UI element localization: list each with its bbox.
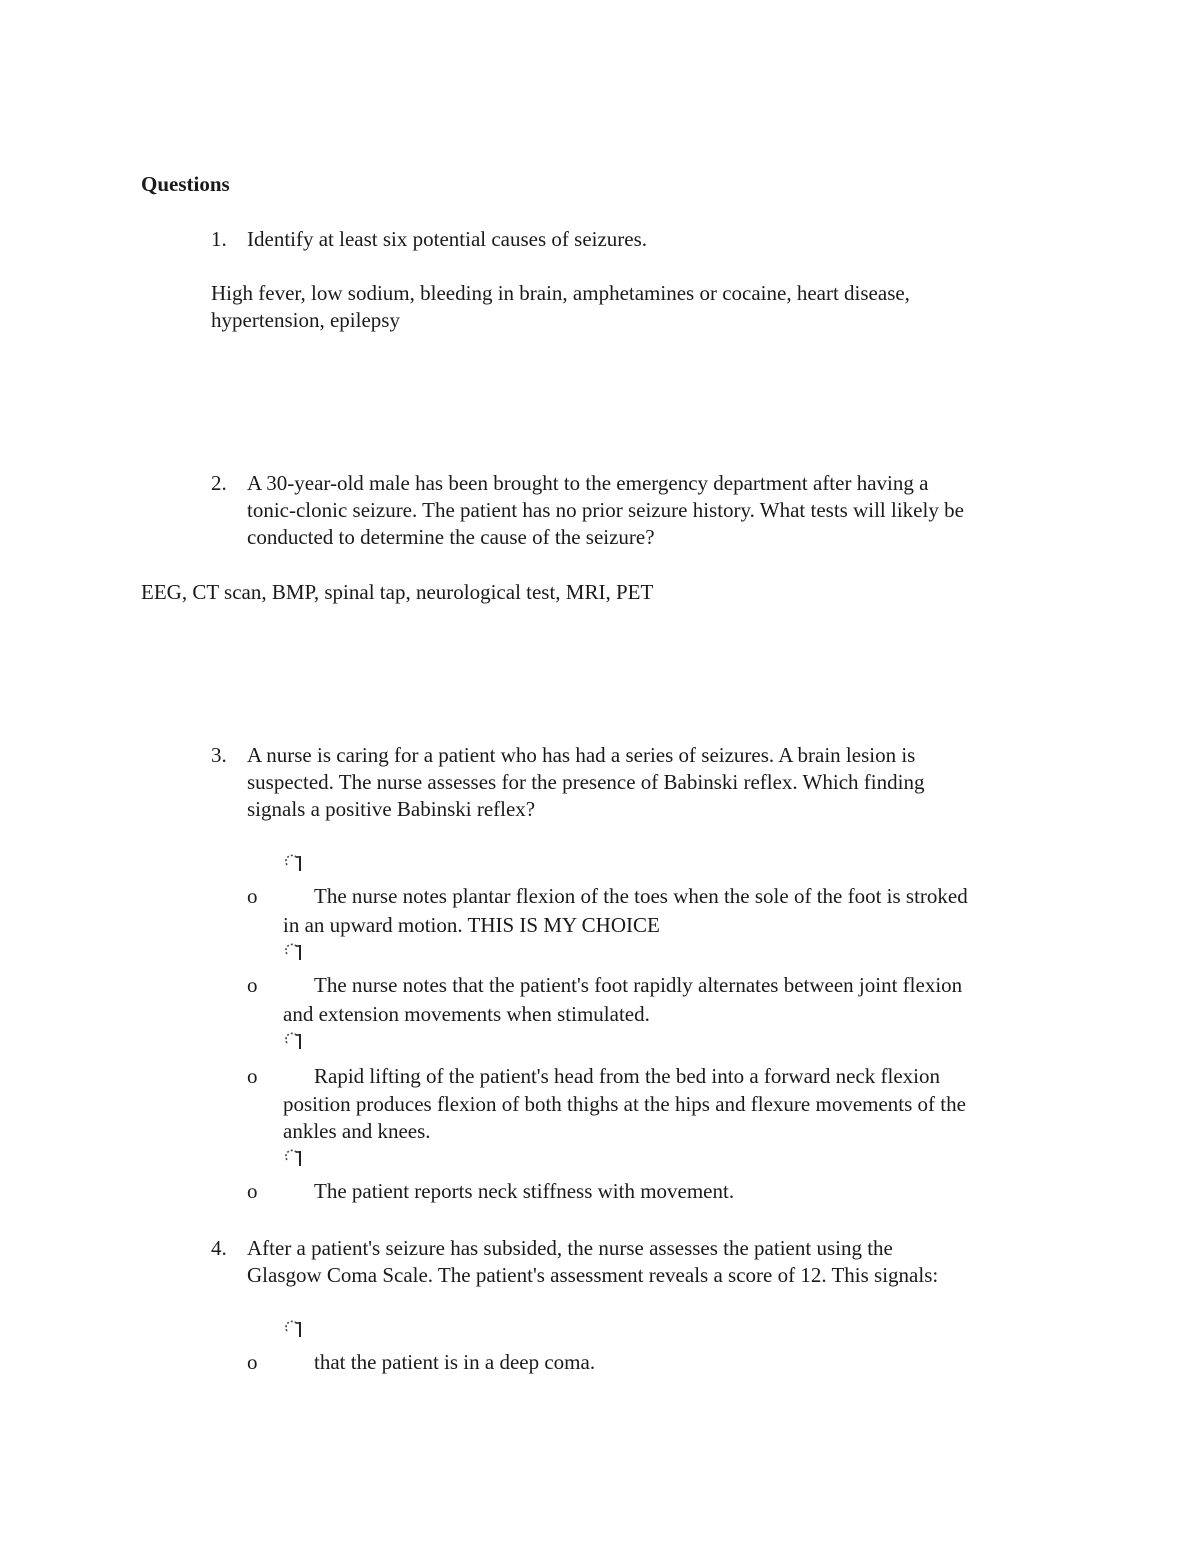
option-bullet: o <box>247 1179 258 1203</box>
option-text-line: ankles and knees. <box>283 1119 431 1143</box>
radio-button-icon[interactable] <box>284 853 304 873</box>
question-number: 3. <box>211 743 227 767</box>
question-text-line: A 30-year-old male has been brought to the emergency department after having a <box>247 471 929 495</box>
option-text-line: that the patient is in a deep coma. <box>314 1350 596 1374</box>
option-bullet: o <box>247 1350 258 1374</box>
question-text-line: Glasgow Coma Scale. The patient's assessment reveals a score of 12. This signals: <box>247 1263 939 1287</box>
answer-line: hypertension, epilepsy <box>211 308 400 332</box>
question-number: 4. <box>211 1236 227 1260</box>
answer-text: EEG, CT scan, BMP, spinal tap, neurological test, MRI, PET <box>141 580 654 604</box>
question-text-line: conducted to determine the cause of the seizure? <box>247 525 655 549</box>
question-text-line: After a patient's seizure has subsided, the nurse assesses the patient using the <box>247 1236 893 1260</box>
option-text-line: in an upward motion. THIS IS MY CHOICE <box>283 913 660 937</box>
question-text-line: A nurse is caring for a patient who has had a series of seizures. A brain lesion is <box>247 743 916 767</box>
option-bullet: o <box>247 1064 258 1088</box>
page-heading: Questions <box>141 172 230 196</box>
question-text-line: signals a positive Babinski reflex? <box>247 797 536 821</box>
option-bullet: o <box>247 973 258 997</box>
question-number: 2. <box>211 471 227 495</box>
radio-button-icon[interactable] <box>284 942 304 962</box>
answer-line: High fever, low sodium, bleeding in brain, amphetamines or cocaine, heart disease, <box>211 281 910 305</box>
option-text-line: The patient reports neck stiffness with movement. <box>314 1179 735 1203</box>
option-bullet: o <box>247 884 258 908</box>
radio-button-icon[interactable] <box>284 1319 304 1339</box>
radio-button-icon[interactable] <box>284 1148 304 1168</box>
question-text-line: suspected. The nurse assesses for the presence of Babinski reflex. Which finding <box>247 770 925 794</box>
option-text-line: The nurse notes plantar flexion of the toes when the sole of the foot is stroked <box>314 884 968 908</box>
question-text: Identify at least six potential causes of seizures. <box>247 227 648 251</box>
option-text-line: position produces flexion of both thighs at the hips and flexure movements of the <box>283 1092 966 1116</box>
option-text-line: and extension movements when stimulated. <box>283 1002 650 1026</box>
option-text-line: Rapid lifting of the patient's head from the bed into a forward neck flexion <box>314 1064 941 1088</box>
question-text-line: tonic-clonic seizure. The patient has no prior seizure history. What tests will likely be <box>247 498 964 522</box>
radio-button-icon[interactable] <box>284 1031 304 1051</box>
option-text-line: The nurse notes that the patient's foot rapidly alternates between joint flexion <box>314 973 963 997</box>
question-number: 1. <box>211 227 227 251</box>
